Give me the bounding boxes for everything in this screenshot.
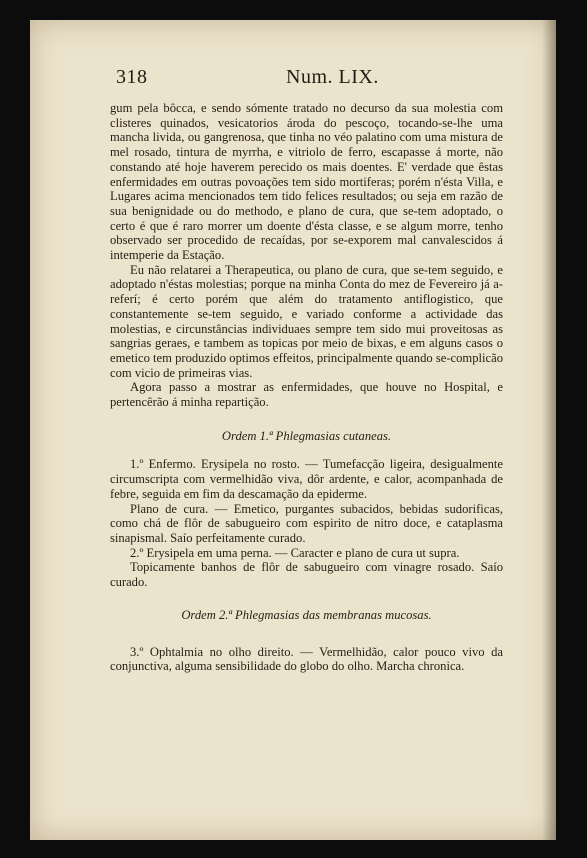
book-page	[30, 20, 556, 840]
case-1-description: 1.º Enfermo. Erysipela no rosto. — Tumefacção ligeira, desigualmente circumscripta com vermelhidão viva, dôr ardente, e calor, acompanhada de febre, seguida em fim da descamação da epiderme.	[110, 457, 503, 501]
section-heading-order-1: Ordem 1.ª Phlegmasias cutaneas.	[221, 428, 392, 443]
running-title: Num. LIX.	[286, 66, 379, 88]
case-1-treatment: Plano de cura. — Emetico, purgantes subacidos, bebidas sudorificas, como chá de flôr de sabugueiro com espirito de nitro doce, e cataplasma sinapismal. Saío perfeitamente curado.	[110, 501, 503, 545]
case-2-treatment: Topicamente banhos de flôr de sabugueiro com vinagre rosado. Saío curado.	[110, 560, 503, 590]
page-body	[110, 101, 503, 674]
page-gutter-shadow	[542, 20, 556, 840]
section-heading-order-2: Ordem 2.ª Phlegmasias das membranas mucosas.	[181, 607, 432, 622]
paragraph-continuation: gum pela bôcca, e sendo sómente tratado no decurso da sua molestia com clisteres quinados, vesicatorios ároda do pescoço, tocando-se-lhe uma mancha livida, ou gangrenosa, que tinha no véo palatino com uma mistura de mel rosado, tintura de myrrha, e vitriolo de ferro, escapasse á morte, não constando até hoje haverem perecido os mais doentes. E' verdade que êstas enfermidades em outras povoações tem sido mortiferas; porém n'ésta Villa, e Lugares acima mencionados tem tido felices resultados; ou seja em razão de sua benignidade ou do methodo, e plano de cura, que se-tem adoptado, o certo é que é raro morrer um doente d'ésta classe, e se algum morre, tenho observado ser procedido de recaídas, por se-exporem mal canvalescidos á intemperie da Estação.	[110, 101, 503, 263]
page-number: 318	[116, 66, 148, 88]
case-2-description: 2.º Erysipela em uma perna. — Caracter e plano de cura ut supra.	[130, 545, 460, 560]
case-3-description: 3.º Ophtalmia no olho direito. — Vermelhidão, calor pouco vivo da conjunctiva, alguma sensibilidade do globo do olho. Marcha chronica.	[110, 644, 503, 674]
paragraph-therapeutics: Eu não relatarei a Therapeutica, ou plano de cura, que se-tem seguido, e adoptado n'éstas molestias; porque na minha Conta do mez de Fevereiro já a-referí; é certo porém que além do tratamento antiflogistico, que constantemente se-tem seguido, e variado conforme a actividade das molestias, e circunstâncias individuaes sempre tem sido mui proveitosas as sangrias geraes, e tambem as topicas por meio de bixas, e em alguns casos o emetico tem produzido optimos effeitos, principalmente quando se-complicão com vicio de primeiras vias.	[110, 262, 503, 380]
paragraph-hospital-intro: Agora passo a mostrar as enfermidades, que houve no Hospital, e pertencêrão á minha repartição.	[110, 380, 503, 410]
